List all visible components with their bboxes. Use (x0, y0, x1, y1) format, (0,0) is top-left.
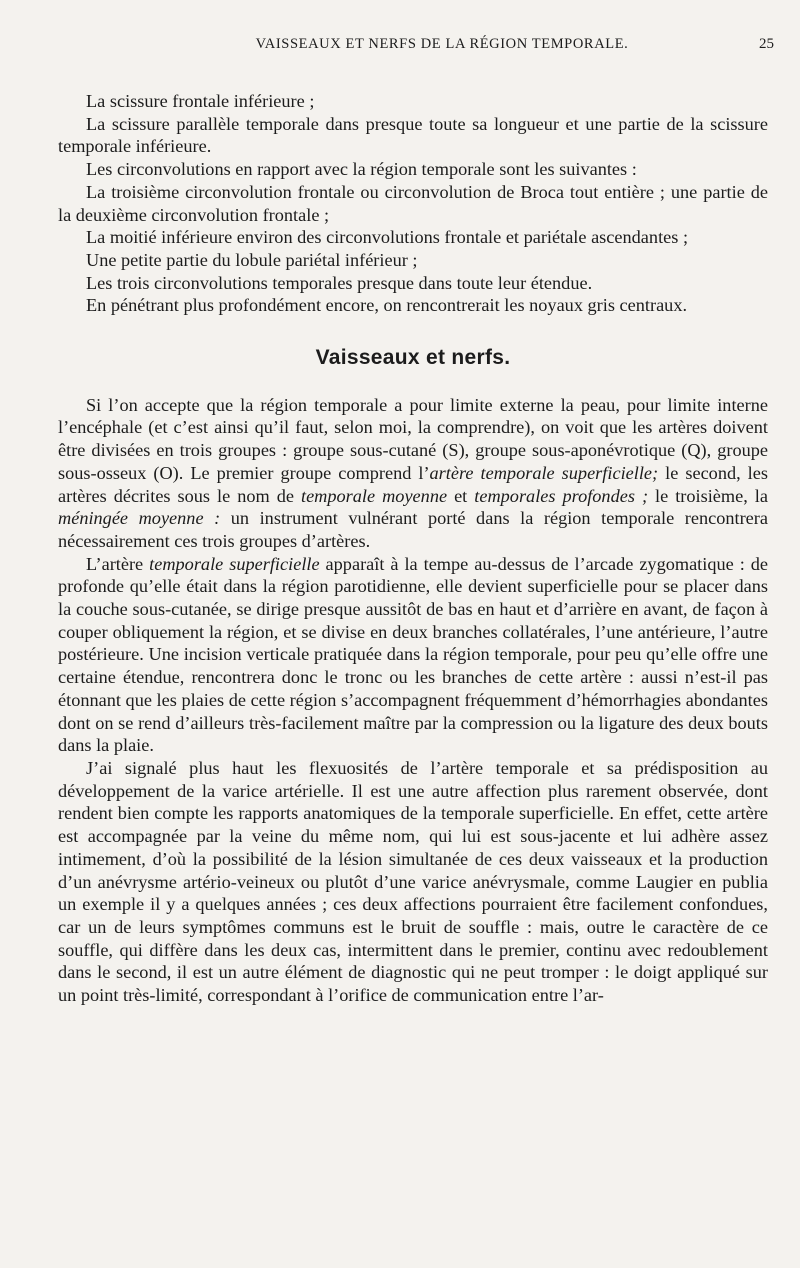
text-run: L’artère (86, 553, 150, 574)
paragraph: En pénétrant plus profondément encore, on rencontrerait les noyaux gris centraux. (86, 295, 688, 316)
paragraph: La scissure frontale inférieure ; (86, 91, 315, 111)
paragraph: La moitié inférieure environ des circonvolutions frontale et pariétale ascendantes ; (86, 227, 689, 248)
running-head: VAISSEAUX ET NERFS DE LA RÉGION TEMPORALE. (255, 36, 629, 52)
paragraph: Les trois circonvolutions temporales presque dans toute leur étendue. (86, 272, 593, 293)
text-run: apparaît à la tempe au-dessus de l’arcade zygomatique : de profonde qu’elle était dans la région parotidienne, elle devient superficielle pour se placer dans la couche sous-cutanée, se dirige presque aussitôt de bas en haut et d’arrière en avant, de façon à couper obliquement la région, et se divise en deux branches collatérales, l’une antérieure, l’autre postérieure. Une incision verticale pratiquée dans la région temporale, pour peu qu’elle offre une certaine étendue, rencontrera donc le tronc ou les branches de cette artère : aussi n’est-il pas étonnant que les plaies de cette région s’accompagnent fréquemment d’hémorrhagies abondantes dont on se rend d’ailleurs très-facilement maître par la compression ou la ligature des deux bouts dans la plaie. (58, 553, 768, 756)
italic-term: méningée moyenne : (58, 508, 221, 529)
paragraph-aneurysm: J’ai signalé plus haut les flexuosités de l’artère temporale et sa prédisposition au développement de la varice artérielle. Il est une autre affection plus rarement observée, dont rendent bien compte les rapports anatomiques de la temporale superficielle. En effet, cette artère est accompagnée par la veine du même nom, qui lui est sous-jacente et lui adhère assez intimement, d’où la possibilité de la lésion simultanée de ces deux vaisseaux et la production d’un anévrysme artério-veineux ou plutôt d’une varice anévrysmale, comme Laugier en publia un exemple il y a quelques années ; ces deux affections pourraient être facilement confondues, car un de leurs symptômes communs est le bruit de souffle : mais, outre le caractère de ce souffle, qui diffère dans les deux cas, intermittent dans le premier, continu avec redoublement dans le second, il est un autre élément de diagnostic qui ne peut tromper : le doigt appliqué sur un point très-limité, correspondant à l’orifice de communication entre l’ar- (58, 757, 768, 1006)
italic-term: temporale superficielle (149, 553, 320, 574)
text-run: un instrument vulnérant porté dans la région temporale rencontrera nécessairement ces trois groupes d’artères. (58, 508, 768, 551)
text-run: Si l’on accepte que la région temporale a pour limite externe la peau, pour limite interne l’encéphale (et c’est ainsi qu’il faut, selon moi, la comprendre), on voit que les artères doivent être divisées en trois groupes : groupe sous-cutané (S), groupe sous-aponévrotique (Q), groupe sous-osseux (O). Le premier groupe comprend l’ (58, 394, 768, 483)
text-run: et (447, 485, 475, 506)
paragraph: Les circonvolutions en rapport avec la région temporale sont les suivantes : (86, 159, 637, 180)
page-body (58, 90, 768, 1007)
text-run: le troisième, la (648, 485, 768, 506)
paragraph: Une petite partie du lobule pariétal inférieur ; (86, 249, 418, 270)
paragraph: La scissure parallèle temporale dans presque toute sa longueur et une partie de la scissure temporale inférieure. (58, 113, 768, 157)
paragraph: La troisième circonvolution frontale ou circonvolution de Broca tout entière ; une partie de la deuxième circonvolution frontale ; (58, 181, 768, 225)
italic-term: artère temporale superficielle; (429, 462, 659, 483)
page-header (84, 36, 800, 62)
section-heading: Vaisseaux et nerfs. (315, 346, 511, 370)
page-number: 25 (759, 36, 774, 52)
italic-term: temporale moyenne (300, 485, 448, 506)
paragraph-arteries-groups (58, 394, 768, 553)
paragraph-temporal-artery (58, 553, 768, 757)
text-run: le second, les artères décrites sous le nom de (58, 462, 768, 506)
italic-term: temporales profondes ; (474, 485, 649, 506)
